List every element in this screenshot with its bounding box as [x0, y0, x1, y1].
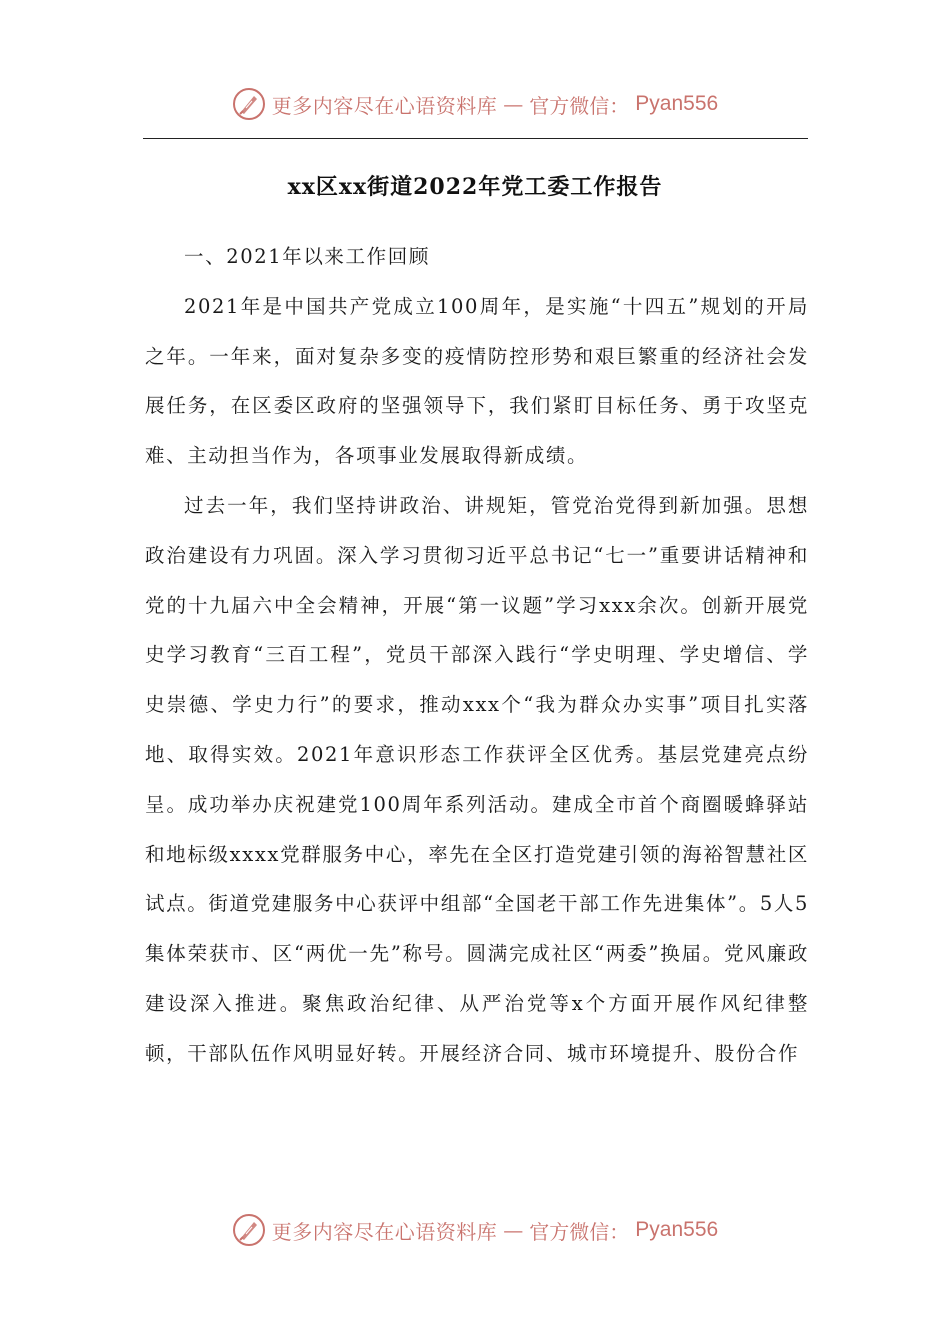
banner-official-label: 官方微信：: [529, 93, 630, 118]
banner-dash: —: [503, 92, 524, 116]
banner-wechat-id: Pyan556: [635, 92, 719, 115]
header-divider: [143, 138, 808, 139]
body-paragraph: 2021年是中国共产党成立100周年，是实施“十四五”规划的开局之年。一年来，面对复杂多变的疫情防控形势和艰巨繁重的经济社会发展任务，在区委区政府的坚强领导下，我们紧盯目标任务、勇于攻坚克难、主动担当作为，各项事业发展取得新成绩。: [145, 294, 809, 468]
banner-brand-text: 更多内容尽在心语资料库: [271, 1219, 498, 1244]
banner-wechat-id: Pyan556: [635, 1218, 719, 1241]
header-banner: [0, 82, 950, 126]
section-heading: 一、2021年以来工作回顾: [184, 245, 430, 268]
banner-dash: —: [503, 1218, 524, 1242]
quill-pen-icon: [232, 87, 266, 121]
banner-brand-text: 更多内容尽在心语资料库: [271, 93, 498, 118]
document-title: xx区xx街道2022年党工委工作报告: [287, 174, 663, 200]
document-body: [145, 232, 809, 1079]
footer-banner: [0, 1208, 950, 1252]
quill-pen-icon: [232, 1213, 266, 1247]
banner-official-label: 官方微信：: [529, 1219, 630, 1244]
body-paragraph: 过去一年，我们坚持讲政治、讲规矩，管党治党得到新加强。思想政治建设有力巩固。深入学习贯彻习近平总书记“七一”重要讲话精神和党的十九届六中全会精神，开展“第一议题”学习xxx余次。创新开展党史学习教育“三百工程”，党员干部深入践行“学史明理、学史增信、学史崇德、学史力行”的要求，推动xxx个“我为群众办实事”项目扎实落地、取得实效。2021年意识形态工作获评全区优秀。基层党建亮点纷呈。成功举办庆祝建党100周年系列活动。建成全市首个商圈暖蜂驿站和地标级xxxx党群服务中心，率先在全区打造党建引领的海裕智慧社区试点。街道党建服务中心获评中组部“全国老干部工作先进集体”。5人5集体荣获市、区“两优一先”称号。圆满完成社区“两委”换届。党风廉政建设深入推进。聚焦政治纪律、从严治党等x个方面开展作风纪律整顿，干部队伍作风明显好转。开展经济合同、城市环境提升、股份合作: [145, 493, 809, 1065]
